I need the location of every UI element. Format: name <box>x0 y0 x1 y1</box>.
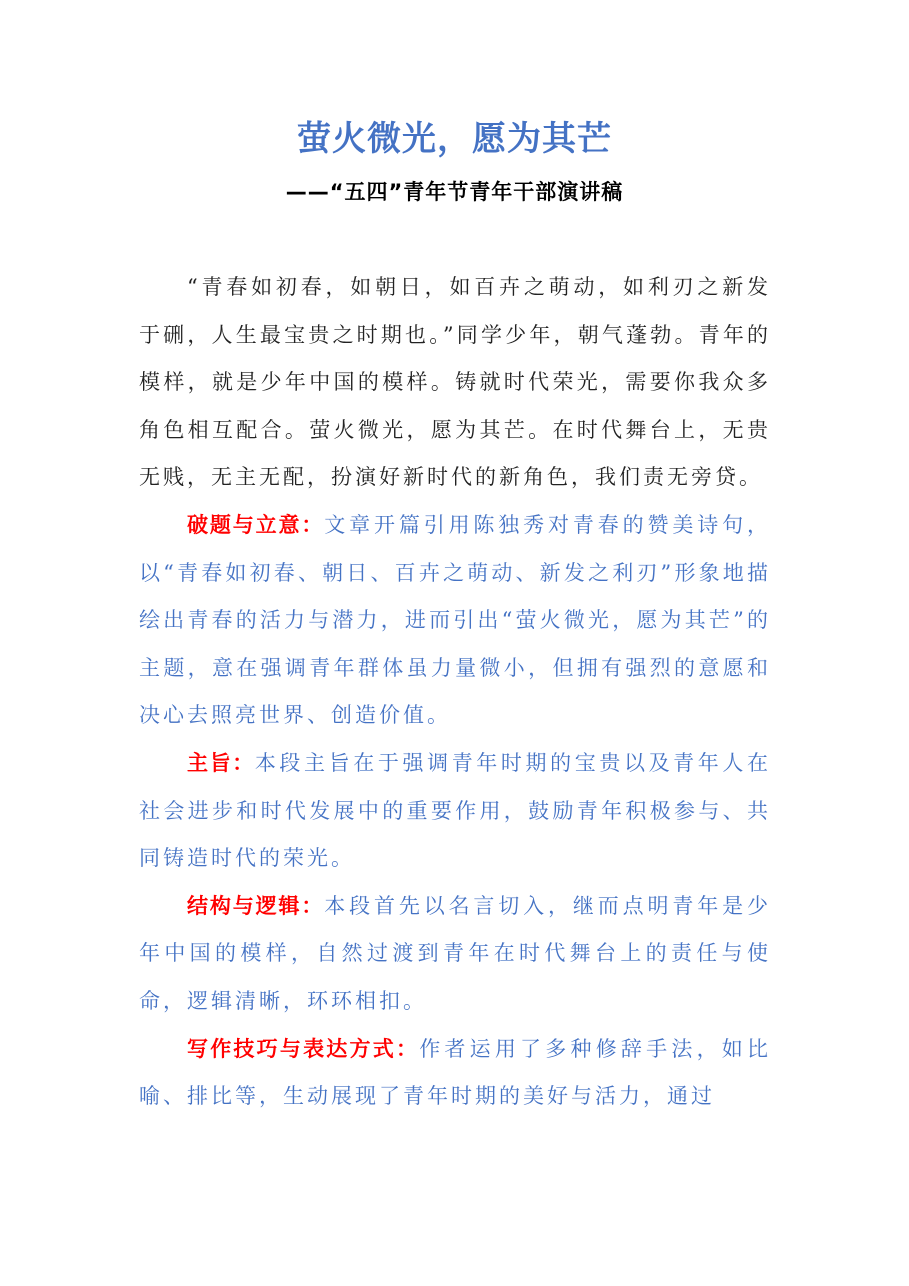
document-subtitle: ——“五四”青年节青年干部演讲稿 <box>285 180 624 204</box>
analysis-text: 本段主旨在于强调青年时期的宝贵以及青年人在社会进步和时代发展中的重要作用，鼓励青年积极参与、共同铸造时代的荣光。 <box>139 750 772 871</box>
analysis-text: 本段首先以名言切入，继而点明青年是少年中国的模样，自然过渡到青年在时代舞台上的责任与使命，逻辑清晰，环环相扣。 <box>139 893 771 1013</box>
analysis-label: 结构与逻辑： <box>187 893 325 918</box>
document-body <box>139 264 771 1121</box>
analysis-paragraph-technique <box>139 1026 771 1121</box>
analysis-label: 写作技巧与表达方式： <box>187 1036 420 1061</box>
analysis-label: 主旨： <box>187 750 255 775</box>
analysis-text: 作者运用了多种修辞手法，如比喻、排比等，生动展现了青年时期的美好与活力，通过 <box>139 1036 772 1109</box>
analysis-paragraph-topic <box>139 502 771 740</box>
analysis-paragraph-structure <box>139 883 771 1026</box>
analysis-text: 文章开篇引用陈独秀对青春的赞美诗句，以“青春如初春、朝日、百卉之萌动、新发之利刃”形象地描绘出青春的活力与潜力，进而引出“萤火微光，愿为其芒”的主题，意在强调青年群体虽力量微小，但拥有强烈的意愿和决心去照亮世界、创造价值。 <box>139 512 771 728</box>
intro-paragraph: “青春如初春，如朝日，如百卉之萌动，如利刃之新发于硎，人生最宝贵之时期也。”同学少年，朝气蓬勃。青年的模样，就是少年中国的模样。铸就时代荣光，需要你我众多角色相互配合。萤火微光，愿为其芒。在时代舞台上，无贵无贱，无主无配，扮演好新时代的新角色，我们责无旁贷。 <box>139 275 771 490</box>
analysis-paragraph-theme <box>139 740 771 883</box>
document-title: 萤火微光，愿为其芒 <box>297 119 612 159</box>
analysis-label: 破题与立意： <box>187 512 325 537</box>
